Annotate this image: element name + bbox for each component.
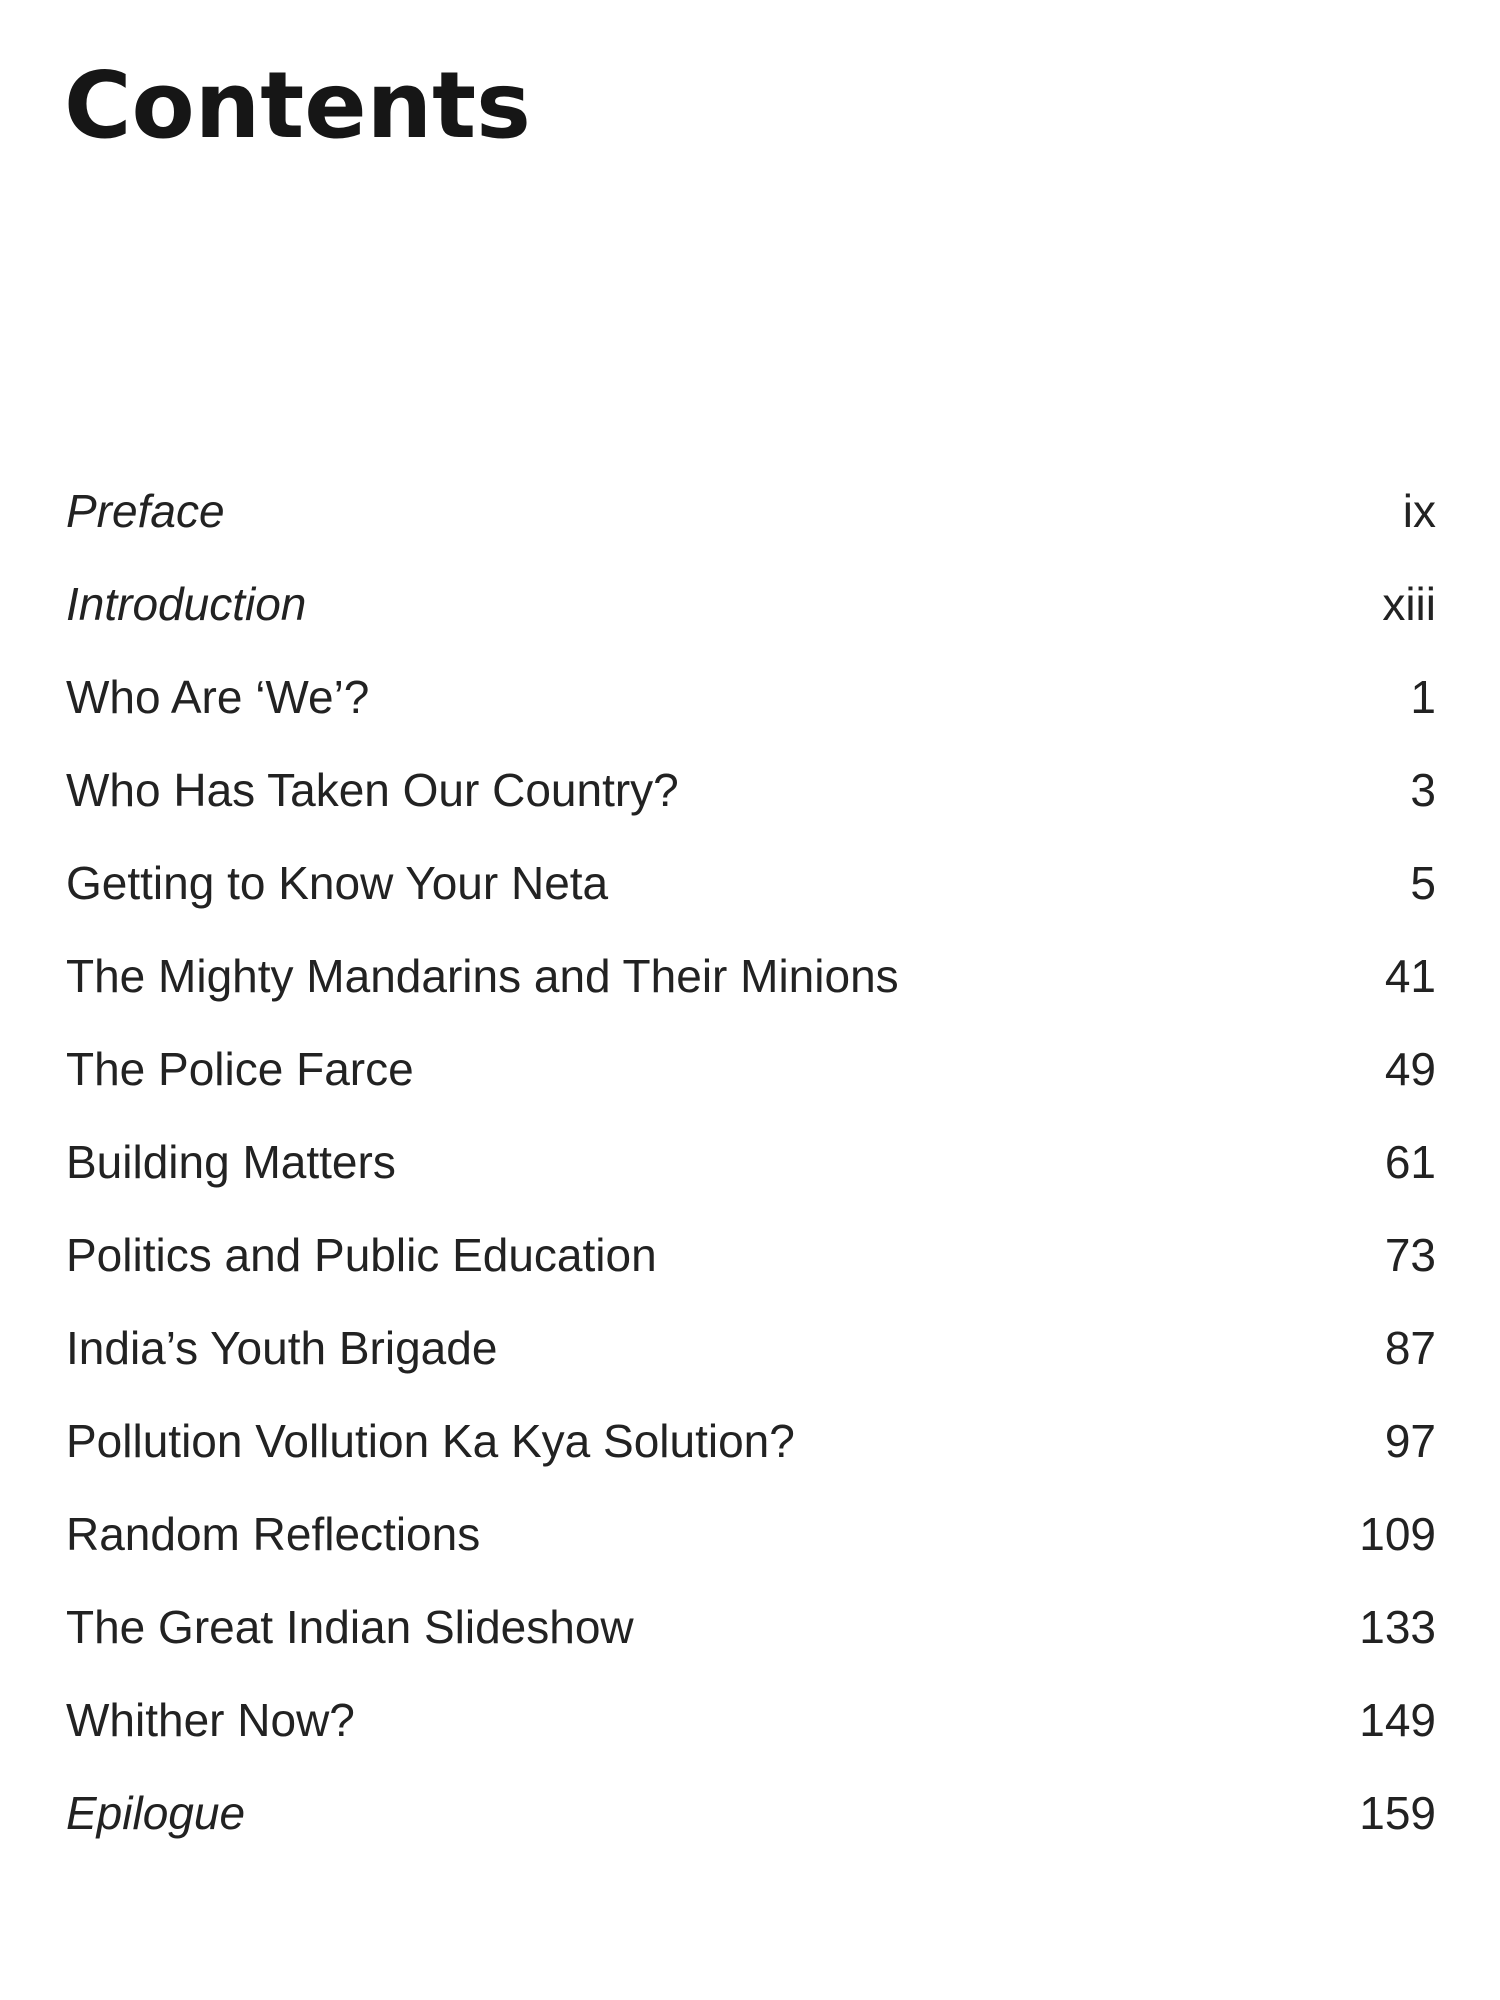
toc-entry-page: 3: [1410, 764, 1436, 816]
toc-entry-page: ix: [1402, 485, 1436, 537]
toc-entry[interactable]: [66, 1507, 1436, 1600]
toc-entry[interactable]: [66, 1600, 1436, 1693]
toc-entry[interactable]: [66, 949, 1436, 1042]
toc-entry[interactable]: [66, 670, 1436, 763]
toc-entry-title: Who Has Taken Our Country?: [66, 764, 679, 816]
toc-entry-title: Building Matters: [66, 1136, 396, 1188]
toc-entry[interactable]: [66, 1693, 1436, 1786]
toc-entry-page: 97: [1384, 1415, 1436, 1467]
toc-entry-page: xiii: [1382, 578, 1436, 630]
toc-entry-title: Pollution Vollution Ka Kya Solution?: [66, 1415, 795, 1467]
toc-entry-title: Who Are ‘We’?: [66, 671, 370, 723]
toc-entry[interactable]: [66, 577, 1436, 670]
toc-entry-title: India’s Youth Brigade: [66, 1322, 498, 1374]
toc-entry[interactable]: [66, 856, 1436, 949]
toc-entry-title: Whither Now?: [66, 1694, 355, 1746]
toc-entry[interactable]: [66, 1042, 1436, 1135]
toc-entry[interactable]: [66, 484, 1436, 577]
toc-entry-title: Getting to Know Your Neta: [66, 857, 609, 909]
toc-entry-page: 159: [1359, 1787, 1436, 1839]
toc-entry-page: 49: [1384, 1043, 1436, 1095]
toc-entry[interactable]: [66, 763, 1436, 856]
toc-entry-page: 61: [1384, 1136, 1436, 1188]
table-of-contents: [66, 484, 1436, 1879]
toc-entry-page: 73: [1384, 1229, 1436, 1281]
toc-entry[interactable]: [66, 1228, 1436, 1321]
toc-entry-title: Epilogue: [66, 1787, 246, 1839]
toc-entry-page: 149: [1359, 1694, 1436, 1746]
page-title: Contents: [64, 52, 531, 159]
toc-entry[interactable]: [66, 1414, 1436, 1507]
toc-entry-page: 41: [1384, 950, 1436, 1002]
toc-entry-title: Random Reflections: [66, 1508, 481, 1560]
toc-entry[interactable]: [66, 1786, 1436, 1879]
toc-entry[interactable]: [66, 1321, 1436, 1414]
toc-entry-title: Politics and Public Education: [66, 1229, 657, 1281]
toc-entry-page: 133: [1359, 1601, 1436, 1653]
toc-entry-title: Preface: [66, 485, 225, 537]
toc-entry-page: 5: [1410, 857, 1436, 909]
toc-entry-page: 1: [1410, 671, 1436, 723]
toc-entry-title: Introduction: [66, 578, 307, 630]
toc-entry-title: The Mighty Mandarins and Their Minions: [66, 950, 899, 1002]
toc-entry-page: 109: [1359, 1508, 1436, 1560]
toc-entry[interactable]: [66, 1135, 1436, 1228]
toc-entry-title: The Police Farce: [66, 1043, 414, 1095]
toc-entry-page: 87: [1384, 1322, 1436, 1374]
toc-entry-title: The Great Indian Slideshow: [66, 1601, 634, 1653]
